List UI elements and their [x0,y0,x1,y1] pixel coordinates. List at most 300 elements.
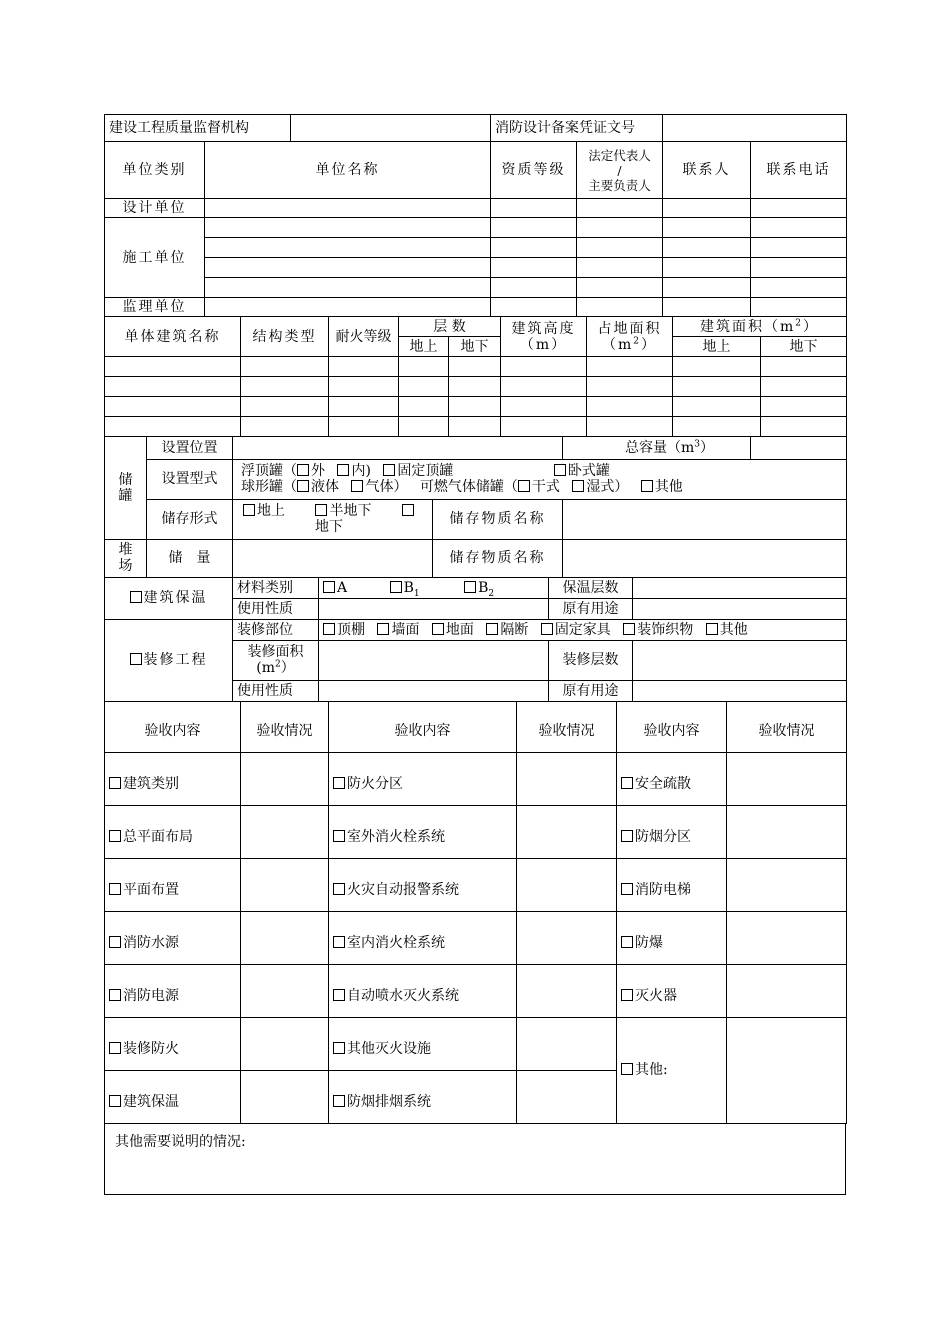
insulation-decoration-table [104,578,847,702]
cell[interactable] [577,278,663,298]
ground-checkbox[interactable] [243,504,255,516]
acc-status-cell[interactable] [241,1070,329,1123]
cell[interactable] [761,417,847,437]
tank-table [104,437,847,578]
acc-item-cell [617,858,727,911]
cell[interactable] [501,357,587,377]
dry-label: 干式 [531,479,560,495]
acc-status-cell[interactable] [727,805,847,858]
floor-checkbox[interactable] [432,623,444,635]
decoration-original-use-field[interactable] [633,680,847,701]
acc-item-label: 平面布置 [123,881,179,898]
insulation-label-cell [105,578,233,620]
acc-col1-4-checkbox[interactable] [109,989,121,1001]
decoration-area-field[interactable] [319,640,549,680]
cell[interactable] [491,278,577,298]
cell[interactable] [205,278,491,298]
cell[interactable] [751,238,847,258]
class-a-label: A [337,579,348,596]
cell[interactable] [491,199,577,218]
decoration-floors-label: 装修层数 [549,640,633,680]
acc-col3-1-checkbox[interactable] [621,830,633,842]
col-contact: 联系人 [663,142,751,199]
notes-label: 其他需要说明的情况: [115,1133,246,1150]
acc-item-cell [105,911,241,964]
acc-status-cell[interactable] [517,805,617,858]
cell[interactable] [329,417,399,437]
acc-col2-2-checkbox[interactable] [333,883,345,895]
cell[interactable] [761,397,847,417]
class-b2-sub: 2 [488,588,495,598]
col-building-area [673,317,847,337]
acc-item-label: 装修防火 [123,1040,179,1057]
wet-checkbox[interactable] [572,480,584,492]
acc-status-cell[interactable] [517,1070,617,1123]
other-checkbox[interactable] [641,480,653,492]
col-floors-below: 地下 [449,337,501,357]
cell[interactable] [491,238,577,258]
col-height-label: 建筑高度 [511,320,576,337]
cell[interactable] [399,397,449,417]
decoration-part-label: 装修部位 [233,619,319,640]
cell[interactable] [491,258,577,278]
ground-label: 地上 [257,503,285,519]
acc-content-header-2: 验收内容 [329,702,517,753]
decoration-area-unit [237,660,314,676]
acc-status-cell[interactable] [241,911,329,964]
wet-label: 湿式） [586,479,629,495]
wall-label: 墙面 [391,621,420,638]
gas-checkbox[interactable] [351,480,363,492]
acc-item-cell [105,858,241,911]
cell[interactable] [663,258,751,278]
furniture-checkbox[interactable] [541,623,553,635]
construction-unit-label: 施工单位 [105,218,205,298]
cell[interactable] [491,218,577,238]
cell[interactable] [751,278,847,298]
class-b1-checkbox[interactable] [390,581,402,593]
supervision-org-label: 建设工程质量监督机构 [105,115,291,142]
acc-item-cell [105,1017,241,1070]
cell[interactable] [587,357,673,377]
acc-status-cell[interactable] [241,805,329,858]
underground-checkbox[interactable] [402,504,414,516]
acceptance-row [105,964,847,1017]
building-table [104,317,847,437]
cell[interactable] [751,218,847,238]
col-floors: 层 数 [399,317,501,337]
acc-status-header-1: 验收情况 [241,702,329,753]
tank-type-label: 设置型式 [147,459,233,499]
cell[interactable] [673,357,761,377]
acc-status-cell[interactable] [517,752,617,805]
ceiling-checkbox[interactable] [323,623,335,635]
col-floors-above: 地上 [399,337,449,357]
col-legal-rep-line1: 法定代表人 [588,147,651,163]
acc-item-cell [329,752,517,805]
acc-status-header-2: 验收情况 [517,702,617,753]
cell[interactable] [449,377,501,397]
acc-col1-5-checkbox[interactable] [109,1042,121,1054]
acc-content-header-3: 验收内容 [617,702,727,753]
tank-capacity-label [563,437,751,459]
acc-col3-0-checkbox[interactable] [621,777,633,789]
cell[interactable] [577,218,663,238]
unit-end: ） [280,660,295,676]
acc-item-cell [329,1070,517,1123]
acc-status-header-3: 验收情况 [727,702,847,753]
inner-label: 内) [351,463,371,479]
cell[interactable] [491,298,577,317]
cell[interactable] [205,218,491,238]
decoration-checkbox[interactable] [130,653,142,665]
acc-item-label: 防火分区 [347,775,403,792]
unit-sup: 2 [275,659,281,670]
acc-item-label: 防烟排烟系统 [347,1093,431,1110]
ceiling-label: 顶棚 [337,621,365,638]
design-unit-label: 设计单位 [105,199,205,218]
acc-col1-6-checkbox[interactable] [109,1095,121,1107]
acc-status-cell[interactable] [727,964,847,1017]
col-land-area [587,317,673,357]
cell[interactable] [399,357,449,377]
partition-label: 隔断 [500,621,529,638]
acc-item-label: 总平面布局 [123,828,193,845]
cell[interactable] [577,238,663,258]
col-legal-rep-line2: 主要负责人 [588,177,651,193]
tank-group-label [105,437,147,539]
cell[interactable] [449,417,501,437]
cell[interactable] [449,397,501,417]
decoration-area-text: 装修面积 [247,644,304,660]
acceptance-row [105,911,847,964]
col-height-unit: （m） [519,336,568,353]
decoration-other-label: 其他 [719,621,748,638]
decoration-part-options [319,619,847,640]
decoration-label: 装修工程 [143,652,208,668]
notes-cell[interactable] [105,1124,846,1195]
acc-status-cell[interactable] [517,964,617,1017]
acceptance-row [105,805,847,858]
cell[interactable] [587,377,673,397]
acc-item-cell [329,805,517,858]
cell[interactable] [399,377,449,397]
notes-table [104,1124,846,1195]
acc-status-cell[interactable] [517,911,617,964]
liquid-label: 液体 [311,479,339,495]
insulation-layers-label: 保温层数 [549,578,633,599]
col-legal-rep-slash: / [617,162,622,178]
unit-sup: 2 [633,335,642,346]
col-building-name: 单体建筑名称 [105,317,241,357]
acc-item-cell [617,911,727,964]
gas-label: 气体） [365,479,408,495]
decoration-floors-field[interactable] [633,640,847,680]
yard-amount-label: 储 量 [147,539,233,577]
acc-item-label: 防烟分区 [635,828,691,845]
insulation-original-use-field[interactable] [633,598,847,619]
col-phone: 联系电话 [751,142,847,199]
cell[interactable] [501,377,587,397]
tank-location-label: 设置位置 [147,437,233,459]
cell[interactable] [241,377,329,397]
cell[interactable] [663,278,751,298]
cell[interactable] [663,238,751,258]
fire-design-record-label: 消防设计备案凭证文号 [491,115,663,142]
tank-location-field[interactable] [233,437,563,459]
acc-status-cell[interactable] [727,1017,847,1123]
tank-material-label: 储存物质名称 [433,499,563,539]
decoration-label-cell [105,619,233,701]
col-land-area-unit [591,337,668,353]
cell[interactable] [673,377,761,397]
cell[interactable] [241,417,329,437]
cell[interactable] [501,417,587,437]
acc-item-label: 消防电源 [123,987,179,1004]
acc-col1-2-checkbox[interactable] [109,883,121,895]
acc-col3-3-checkbox[interactable] [621,936,633,948]
cell[interactable] [501,397,587,417]
yard-material-field[interactable] [563,539,847,577]
col-qualification: 资质等级 [491,142,577,199]
acc-col2-6-checkbox[interactable] [333,1095,345,1107]
acc-item-cell [329,911,517,964]
acceptance-form [104,114,846,1195]
cell[interactable] [329,357,399,377]
spherical-label: 球形罐（ [241,479,297,495]
acc-col2-4-checkbox[interactable] [333,989,345,1001]
supervision-org-field[interactable] [291,115,491,142]
acc-item-label: 防爆 [635,934,663,951]
cell[interactable] [241,397,329,417]
acc-col3-2-checkbox[interactable] [621,883,633,895]
outer-checkbox[interactable] [297,464,309,476]
insulation-layers-field[interactable] [633,578,847,599]
col-land-area-label: 占地面积 [597,320,662,337]
outer-label: 外 [311,463,325,479]
col-legal-rep [577,142,663,199]
semi-underground-label: 半地下 [329,503,372,519]
acceptance-table [104,702,847,1124]
insulation-checkbox[interactable] [130,591,142,603]
acc-item-cell [329,858,517,911]
acc-item-label: 自动喷水灭火系统 [347,987,459,1004]
yard-label-1: 堆 [118,542,133,558]
col-unit-type: 单位类别 [105,142,205,199]
cell[interactable] [205,238,491,258]
cell[interactable] [205,298,491,317]
floating-roof-label: 浮顶罐（ [241,463,297,479]
acc-status-cell[interactable] [727,911,847,964]
cell[interactable] [673,417,761,437]
cell[interactable] [399,417,449,437]
cell[interactable] [105,397,241,417]
acceptance-row [105,1017,847,1070]
acc-item-label: 消防水源 [123,934,179,951]
class-b1-sub: 1 [413,588,420,598]
semi-underground-checkbox[interactable] [315,504,327,516]
design-unit-name[interactable] [205,199,491,218]
acc-col1-3-checkbox[interactable] [109,936,121,948]
acc-item-cell [105,1070,241,1123]
unit-sup: 3 [694,439,700,450]
supervision-unit-label: 监理单位 [105,298,205,317]
acc-item-cell [105,805,241,858]
acc-item-label: 灭火器 [635,987,677,1004]
col-height [501,317,587,357]
acc-status-cell[interactable] [241,964,329,1017]
building-area-label: 建筑面积（m [700,318,796,335]
acc-col2-1-checkbox[interactable] [333,830,345,842]
tank-type-options [233,459,847,499]
acc-status-cell[interactable] [727,858,847,911]
acc-item-label: 室外消火栓系统 [347,828,445,845]
cell[interactable] [587,417,673,437]
cell[interactable] [105,377,241,397]
cell[interactable] [329,377,399,397]
wall-checkbox[interactable] [377,623,389,635]
col-area-above: 地上 [673,337,761,357]
combustible-gas-label: 可燃气体储罐（ [419,479,518,495]
tank-material-field[interactable] [563,499,847,539]
cell[interactable] [761,377,847,397]
acc-item-label: 建筑保温 [123,1093,179,1110]
acc-item-label: 其他灭火设施 [347,1040,431,1057]
acc-status-cell[interactable] [517,1017,617,1070]
acc-item-cell [329,964,517,1017]
class-b1-label: B [403,579,414,596]
cell[interactable] [577,258,663,278]
col-area-below: 地下 [761,337,847,357]
decoration-usage-field[interactable] [319,680,549,701]
acc-col2-0-checkbox[interactable] [333,777,345,789]
cell[interactable] [663,298,751,317]
other-label: 其他 [654,479,683,495]
acc-content-header-1: 验收内容 [105,702,241,753]
insulation-usage-label: 使用性质 [233,598,319,619]
acc-item-cell [329,1017,517,1070]
yard-label-2: 场 [118,558,133,574]
acc-status-cell[interactable] [241,752,329,805]
fixed-roof-checkbox[interactable] [383,464,395,476]
col-structure: 结构类型 [241,317,329,357]
fixed-roof-label: 固定顶罐 [397,463,454,479]
acc-col3-4-checkbox[interactable] [621,989,633,1001]
storage-form-label: 储存形式 [147,499,233,539]
decoration-other-checkbox[interactable] [706,623,718,635]
material-class-label: 材料类别 [233,578,319,599]
cell[interactable] [105,357,241,377]
acc-col1-1-checkbox[interactable] [109,830,121,842]
acc-item-cell [617,752,727,805]
insulation-label: 建筑保温 [143,590,208,606]
horizontal-label: 卧式罐 [567,463,610,479]
acc-item-label: 消防电梯 [635,881,691,898]
cell[interactable] [577,298,663,317]
yard-amount-field[interactable] [233,539,433,577]
decoration-original-use-label: 原有用途 [549,680,633,701]
acceptance-row [105,752,847,805]
dry-checkbox[interactable] [518,480,530,492]
acc-col2-3-checkbox[interactable] [333,936,345,948]
unit-end: ） [641,336,658,353]
col-unit-name: 单位名称 [205,142,491,199]
units-table [104,142,847,317]
fire-design-record-field[interactable] [663,115,847,142]
yard-material-label: 储存物质名称 [433,539,563,577]
cell[interactable] [663,218,751,238]
class-b2-checkbox[interactable] [464,581,476,593]
decoration-usage-label: 使用性质 [233,680,319,701]
liquid-checkbox[interactable] [297,480,309,492]
material-class-options [319,578,549,599]
cell[interactable] [449,357,501,377]
acc-item-cell [105,964,241,1017]
col-fire-rating: 耐火等级 [329,317,399,357]
yard-group-label [105,539,147,577]
acc-col2-5-checkbox[interactable] [333,1042,345,1054]
acc-col3-5-checkbox[interactable] [621,1063,633,1075]
acceptance-row [105,858,847,911]
cell[interactable] [663,199,751,218]
cell[interactable] [205,258,491,278]
acc-item-label: 室内消火栓系统 [347,934,445,951]
cell[interactable] [761,357,847,377]
acc-status-cell[interactable] [517,858,617,911]
decoration-area-label [233,640,319,680]
inner-checkbox[interactable] [337,464,349,476]
furniture-label: 固定家具 [554,621,611,638]
horizontal-checkbox[interactable] [554,464,566,476]
acc-item-label: 其他: [635,1062,668,1078]
acc-item-cell [617,805,727,858]
insulation-original-use-label: 原有用途 [549,598,633,619]
acc-item-cell [105,752,241,805]
acc-item-label: 建筑类别 [123,775,179,792]
cell[interactable] [751,258,847,278]
capacity-text: 总容量（m [624,439,695,456]
fabric-label: 装饰织物 [637,621,694,638]
acc-status-cell[interactable] [727,752,847,805]
insulation-usage-field[interactable] [319,598,549,619]
acc-item-label: 安全疏散 [635,775,691,792]
cell[interactable] [751,298,847,317]
acc-status-cell[interactable] [241,1017,329,1070]
cell[interactable] [241,357,329,377]
partition-checkbox[interactable] [486,623,498,635]
acc-status-cell[interactable] [241,858,329,911]
unit-text: （m [602,336,634,353]
fabric-checkbox[interactable] [623,623,635,635]
underground-label: 地下 [315,519,343,535]
cell[interactable] [751,199,847,218]
tank-label-1: 储 [118,471,133,488]
cell[interactable] [329,397,399,417]
class-a-checkbox[interactable] [323,581,335,593]
cell[interactable] [577,199,663,218]
acc-item-cell [617,964,727,1017]
unit-end: ） [803,318,820,335]
cell[interactable] [105,417,241,437]
unit-end: ） [700,439,714,456]
tank-capacity-field[interactable] [751,437,847,459]
unit-text: (m [256,660,275,676]
storage-form-options [233,499,433,539]
cell[interactable] [673,397,761,417]
cell[interactable] [587,397,673,417]
acc-col1-0-checkbox[interactable] [109,777,121,789]
header-table [104,114,847,142]
